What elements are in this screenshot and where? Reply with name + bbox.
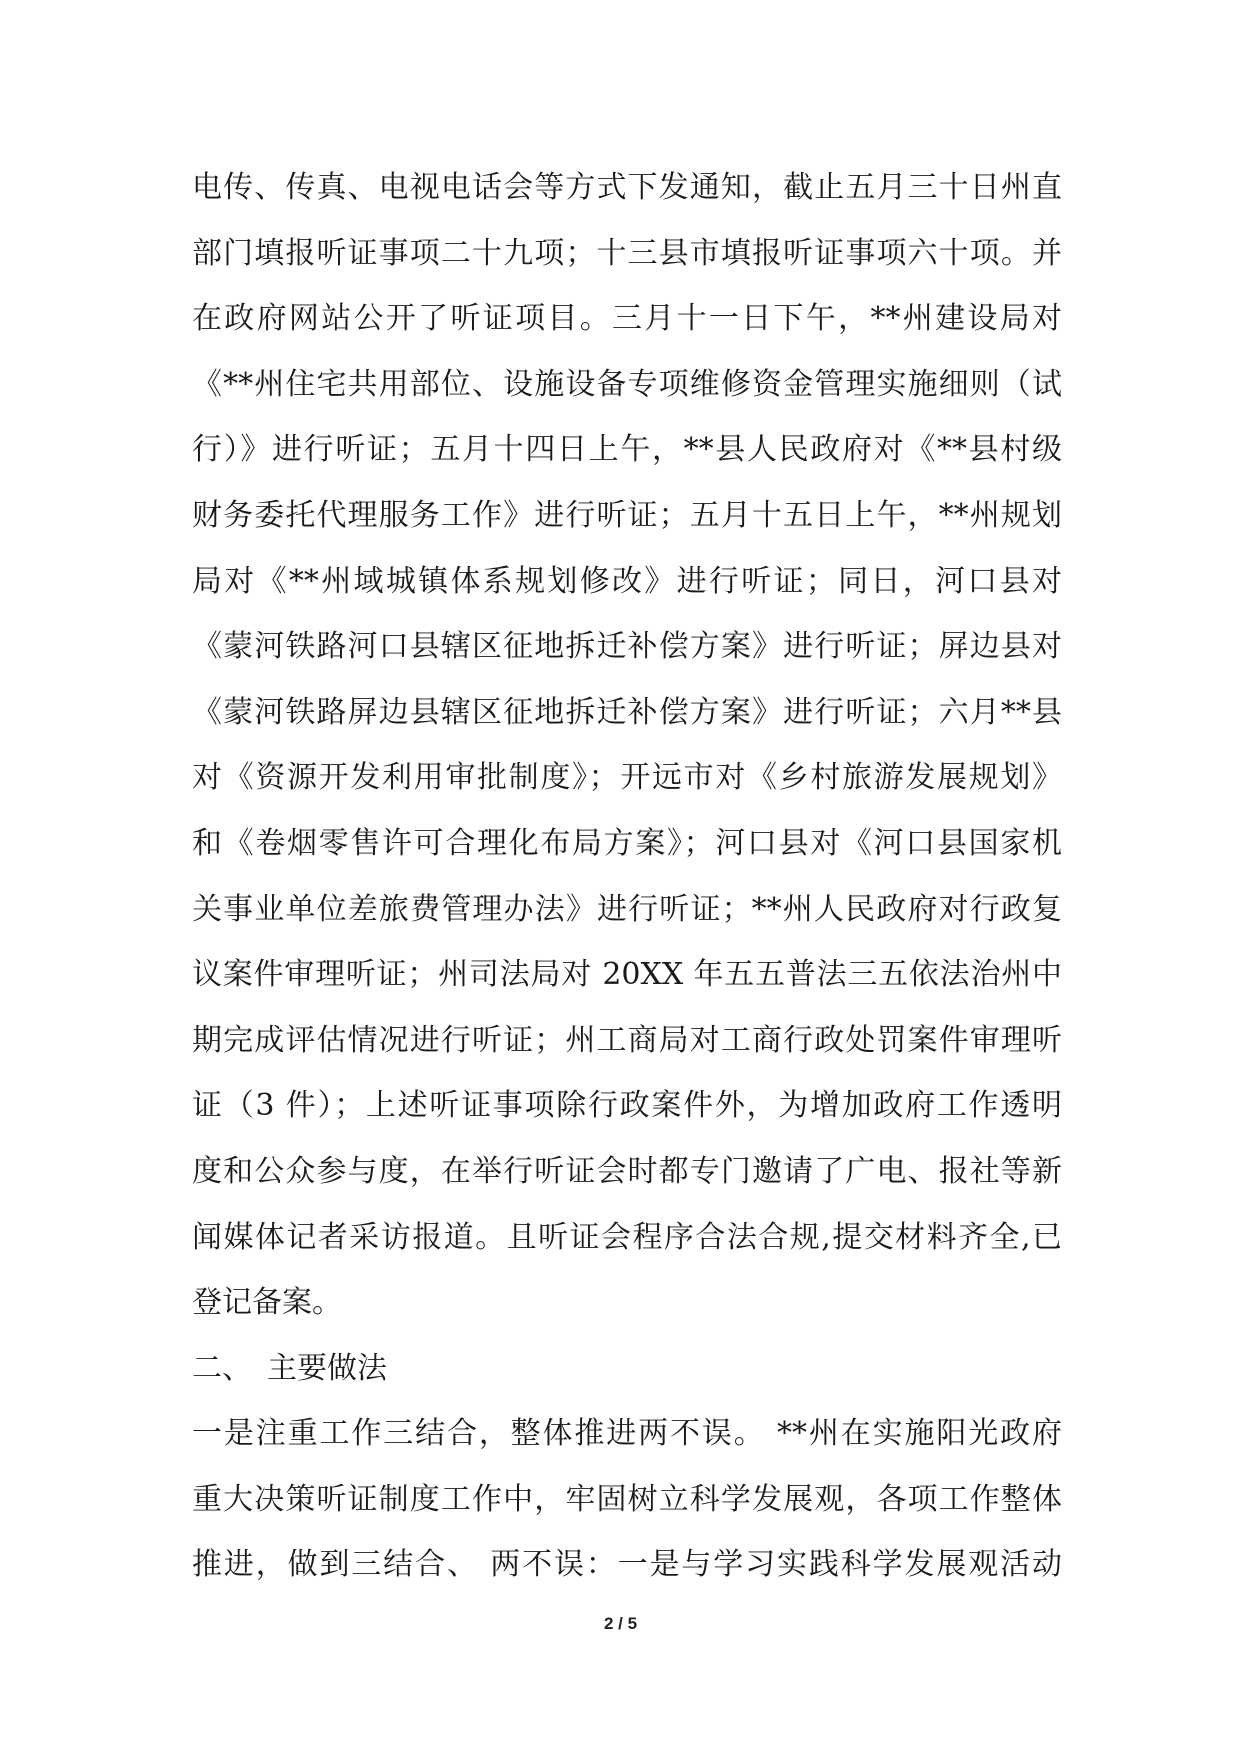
text-line: 一是注重工作三结合，整体推进两不误。 **州在实施阳光政府: [192, 1416, 1062, 1452]
text-line: 闻媒体记者采访报道。且听证会程序合法合规,提交材料齐全,已: [192, 1219, 1062, 1255]
text-line: 《蒙河铁路河口县辖区征地拆迁补偿方案》进行听证；屏边县对: [192, 629, 1062, 665]
section-heading: 二、 主要做法: [192, 1350, 387, 1386]
body-text: [192, 155, 1062, 1598]
text-line: 登记备案。: [192, 1285, 342, 1321]
text-line: 推进，做到三结合、 两不误：一是与学习实践科学发展观活动: [192, 1547, 1062, 1583]
text-line: 证（3 件）；上述听证事项除行政案件外，为增加政府工作透明: [192, 1088, 1062, 1124]
text-line: 行）》进行听证；五月十四日上午，**县人民政府对《**县村级: [192, 432, 1062, 468]
text-line: 期完成评估情况进行听证；州工商局对工商行政处罚案件审理听: [192, 1022, 1062, 1058]
text-line: 局对《**州域城镇体系规划修改》进行听证；同日，河口县对: [192, 563, 1062, 599]
text-line: 度和公众参与度，在举行听证会时都专门邀请了广电、报社等新: [192, 1153, 1062, 1189]
text-line: 《**州住宅共用部位、设施设备专项维修资金管理实施细则（试: [192, 366, 1062, 402]
text-line: 《蒙河铁路屏边县辖区征地拆迁补偿方案》进行听证；六月**县: [192, 694, 1062, 730]
page-number: 2 / 5: [603, 1614, 638, 1633]
text-line: 财务委托代理服务工作》进行听证；五月十五日上午，**州规划: [192, 497, 1062, 533]
text-line: 对《资源开发利用审批制度》；开远市对《乡村旅游发展规划》: [192, 760, 1062, 796]
text-line: 电传、传真、电视电话会等方式下发通知，截止五月三十日州直: [192, 170, 1062, 205]
text-line: 重大决策听证制度工作中，牢固树立科学发展观，各项工作整体: [192, 1481, 1062, 1517]
text-line: 议案件审理听证；州司法局对 20XX 年五五普法三五依法治州中: [192, 957, 1062, 993]
text-line: 部门填报听证事项二十九项；十三县市填报听证事项六十项。并: [192, 235, 1062, 271]
text-line: 在政府网站公开了听证项目。三月十一日下午，**州建设局对: [192, 301, 1062, 337]
text-line: 关事业单位差旅费管理办法》进行听证；**州人民政府对行政复: [192, 891, 1062, 927]
text-line: 和《卷烟零售许可合理化布局方案》；河口县对《河口县国家机: [192, 825, 1062, 861]
